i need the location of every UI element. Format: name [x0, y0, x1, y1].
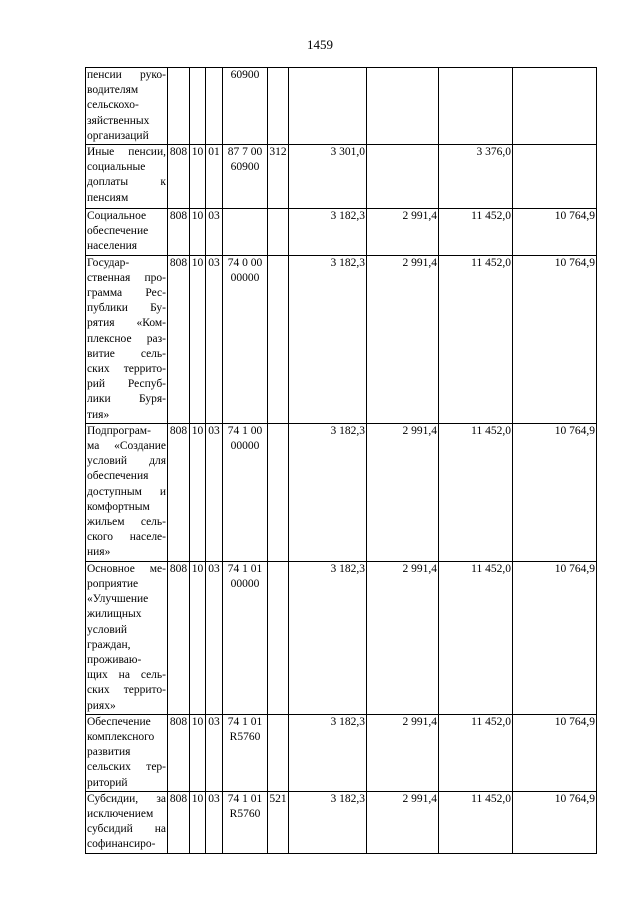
amount-cell-v2: 2 991,4	[367, 423, 439, 561]
ministry-code-cell: 808	[168, 714, 190, 791]
section-code-cell: 10	[190, 561, 206, 714]
expense-type-cell	[268, 68, 289, 145]
table-row	[86, 255, 597, 423]
target-article-line: 00000	[230, 440, 260, 453]
amount-cell-v2: 2 991,4	[367, 209, 439, 256]
amount-cell-v3: 11 452,0	[439, 791, 513, 853]
row-name-line: сельских тер-	[87, 761, 166, 774]
row-name-cell	[86, 423, 168, 561]
section-code-cell	[190, 68, 206, 145]
amount-cell-v1: 3 301,0	[289, 145, 367, 209]
amount-cell-v3: 11 452,0	[439, 714, 513, 791]
amount-cell-v2: 2 991,4	[367, 791, 439, 853]
row-name-line: проживаю-	[87, 653, 142, 666]
target-article-line: 00000	[230, 577, 260, 590]
amount-cell-v2	[367, 145, 439, 209]
section-code-cell: 10	[190, 423, 206, 561]
row-name-line: комфортным	[87, 500, 150, 513]
table-row	[86, 209, 597, 256]
subsection-code-cell	[206, 68, 223, 145]
row-name-line: обеспечения	[87, 470, 149, 483]
budget-table	[85, 67, 597, 854]
row-name-line: Субсидии, за	[87, 792, 166, 805]
section-code-cell: 10	[190, 255, 206, 423]
expense-type-cell: 312	[268, 145, 289, 209]
row-name-line: ния»	[87, 546, 111, 559]
subsection-code-cell: 03	[206, 255, 223, 423]
ministry-code-cell: 808	[168, 209, 190, 256]
row-name-line: граждан,	[87, 638, 131, 651]
amount-cell-v1: 3 182,3	[289, 255, 367, 423]
target-article-cell	[223, 561, 268, 714]
ministry-code-cell: 808	[168, 561, 190, 714]
row-name-line: социальные	[87, 161, 146, 174]
expense-type-cell: 521	[268, 791, 289, 853]
row-name-line: комплексного	[87, 730, 155, 743]
row-name-line: Подпрограм-	[87, 424, 151, 437]
row-name-line: риторий	[87, 776, 128, 789]
expense-type-cell	[268, 255, 289, 423]
amount-cell-v1: 3 182,3	[289, 714, 367, 791]
subsection-code-cell: 03	[206, 423, 223, 561]
target-article-line: 74 1 01	[227, 792, 263, 805]
amount-cell-v1	[289, 68, 367, 145]
row-name-line: плексное раз-	[87, 332, 166, 345]
expense-type-cell	[268, 209, 289, 256]
target-article-line: 60900	[230, 69, 260, 81]
table-row	[86, 791, 597, 853]
section-code-cell: 10	[190, 791, 206, 853]
amount-cell-v4: 10 764,9	[513, 423, 597, 561]
row-name-line: пенсиям	[87, 191, 129, 204]
amount-cell-v4: 10 764,9	[513, 714, 597, 791]
row-name-cell	[86, 561, 168, 714]
table-row	[86, 714, 597, 791]
amount-cell-v2: 2 991,4	[367, 561, 439, 714]
ministry-code-cell: 808	[168, 423, 190, 561]
amount-cell-v1: 3 182,3	[289, 791, 367, 853]
expense-type-cell	[268, 714, 289, 791]
subsection-code-cell: 03	[206, 714, 223, 791]
amount-cell-v4: 10 764,9	[513, 791, 597, 853]
amount-cell-v3: 11 452,0	[439, 561, 513, 714]
row-name-line: лики Буря-	[87, 393, 166, 406]
amount-cell-v3: 11 452,0	[439, 423, 513, 561]
row-name-line: ственная про-	[87, 271, 166, 284]
page-number: 1459	[307, 37, 333, 52]
row-name-line: риях»	[87, 699, 116, 712]
subsection-code-cell: 03	[206, 561, 223, 714]
amount-cell-v1: 3 182,3	[289, 561, 367, 714]
ministry-code-cell: 808	[168, 791, 190, 853]
row-name-line: щих на сель-	[87, 669, 166, 682]
target-article-line: 74 1 01	[227, 715, 263, 728]
target-article-line: R5760	[229, 730, 261, 743]
subsection-code-cell: 03	[206, 209, 223, 256]
row-name-line: субсидий на	[87, 823, 166, 836]
expense-type-cell	[268, 423, 289, 561]
target-article-cell	[223, 791, 268, 853]
amount-cell-v4: 10 764,9	[513, 561, 597, 714]
amount-cell-v4	[513, 145, 597, 209]
amount-cell-v4: 10 764,9	[513, 209, 597, 256]
row-name-line: публики Бу-	[87, 302, 166, 315]
row-name-line: ских террито-	[87, 684, 166, 697]
row-name-line: водителям	[87, 84, 139, 97]
ministry-code-cell	[168, 68, 190, 145]
amount-cell-v1: 3 182,3	[289, 423, 367, 561]
row-name-line: ского населе-	[87, 531, 166, 544]
row-name-line: Государ-	[87, 256, 130, 269]
row-name-line: жильем сель-	[87, 516, 166, 529]
amount-cell-v4: 10 764,9	[513, 255, 597, 423]
target-article-cell	[223, 68, 268, 145]
target-article-line: 87 7 00	[227, 146, 263, 159]
table-row	[86, 561, 597, 714]
row-name-cell	[86, 255, 168, 423]
row-name-line: населения	[87, 240, 138, 253]
row-name-line: тия»	[87, 408, 110, 421]
row-name-line: жилищных	[87, 608, 142, 621]
target-article-cell	[223, 209, 268, 256]
target-article-line: 00000	[230, 271, 260, 284]
target-article-line: 60900	[230, 161, 260, 174]
row-name-line: «Улучшение	[87, 593, 149, 606]
table-row	[86, 423, 597, 561]
row-name-line: роприятие	[87, 577, 139, 590]
amount-cell-v4	[513, 68, 597, 145]
row-name-line: Социальное	[87, 210, 147, 223]
section-code-cell: 10	[190, 714, 206, 791]
amount-cell-v3: 3 376,0	[439, 145, 513, 209]
target-article-line: R5760	[229, 807, 261, 820]
row-name-line: условий для	[87, 455, 166, 468]
row-name-cell	[86, 791, 168, 853]
target-article-line: 74 1 00	[227, 424, 263, 437]
section-code-cell: 10	[190, 145, 206, 209]
row-name-line: рятия «Ком-	[87, 317, 166, 330]
expense-type-cell	[268, 561, 289, 714]
row-name-line: доплаты к	[87, 176, 166, 189]
amount-cell-v3	[439, 68, 513, 145]
row-name-line: сельскохо-	[87, 99, 139, 112]
target-article-line: 74 0 00	[227, 256, 263, 269]
table-body	[86, 68, 597, 854]
target-article-line: 74 1 01	[227, 562, 263, 575]
table-row	[86, 145, 597, 209]
amount-cell-v3: 11 452,0	[439, 209, 513, 256]
amount-cell-v2: 2 991,4	[367, 714, 439, 791]
row-name-line: витие сель-	[87, 347, 166, 360]
row-name-cell	[86, 68, 168, 145]
target-article-cell	[223, 255, 268, 423]
row-name-line: ма «Создание	[87, 440, 166, 453]
row-name-line: доступным и	[87, 485, 166, 498]
section-code-cell: 10	[190, 209, 206, 256]
row-name-line: условий	[87, 623, 128, 636]
row-name-line: развития	[87, 746, 131, 759]
row-name-cell	[86, 209, 168, 256]
row-name-line: Основное ме-	[87, 562, 166, 575]
target-article-cell	[223, 145, 268, 209]
row-name-line: Обеспечение	[87, 715, 151, 728]
amount-cell-v2: 2 991,4	[367, 255, 439, 423]
row-name-line: организаций	[87, 129, 149, 142]
row-name-cell	[86, 145, 168, 209]
target-article-cell	[223, 714, 268, 791]
target-article-cell	[223, 423, 268, 561]
amount-cell-v2	[367, 68, 439, 145]
ministry-code-cell: 808	[168, 255, 190, 423]
amount-cell-v3: 11 452,0	[439, 255, 513, 423]
row-name-line: Иные пенсии,	[87, 146, 166, 159]
row-name-line: ских террито-	[87, 363, 166, 376]
table-row	[86, 68, 597, 145]
row-name-line: зяйственных	[87, 114, 150, 127]
row-name-line: пенсии руко-	[87, 69, 166, 81]
ministry-code-cell: 808	[168, 145, 190, 209]
row-name-line: исключением	[87, 807, 154, 820]
row-name-line: обеспечение	[87, 225, 149, 238]
row-name-cell	[86, 714, 168, 791]
row-name-line: грамма Рес-	[87, 287, 166, 300]
subsection-code-cell: 01	[206, 145, 223, 209]
row-name-line: софинансиро-	[87, 838, 156, 851]
subsection-code-cell: 03	[206, 791, 223, 853]
amount-cell-v1: 3 182,3	[289, 209, 367, 256]
row-name-line: рий Респуб-	[87, 378, 166, 391]
